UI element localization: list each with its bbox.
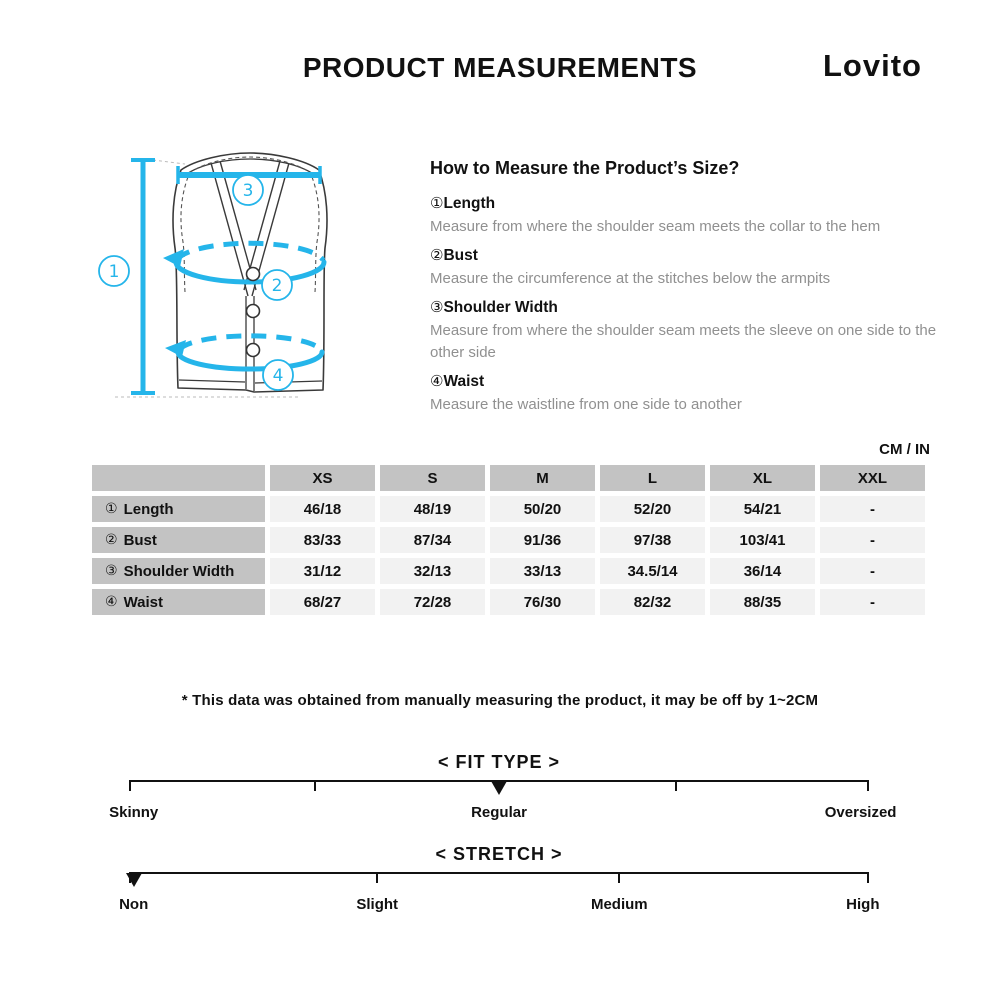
table-cell: 31/12 [270,558,375,584]
scale-tick [314,780,316,791]
table-cell: 97/38 [600,527,705,553]
circled-number-1: ① [430,194,444,212]
table-cell: - [820,558,925,584]
scale-line [130,872,868,874]
stretch-title: < STRETCH > [435,844,563,864]
table-cell: 32/13 [380,558,485,584]
howto-item-shoulder-width [430,295,945,320]
brand-logo: Lovito [823,48,922,83]
circled-number-1: ① [105,501,118,517]
header-cell-s: S [380,465,485,491]
size-table-section [92,441,932,615]
howto-desc-bust: Measure the circumference at the stitches below the armpits [430,270,831,287]
howto-desc-shoulder-width: Measure from where the shoulder seam meets the sleeve on one side to the other side [430,322,937,361]
howto-desc-length: Measure from where the shoulder seam meets the collar to the hem [430,218,881,235]
scale-label-non: Non [119,896,149,913]
row-label-text: Waist [123,593,164,611]
stretch-track [130,872,868,896]
marker-4-label: 4 [272,366,284,386]
table-cell: 46/18 [270,496,375,522]
table-cell: 88/35 [710,589,815,615]
howto-item-waist [430,369,945,394]
row-label-text: Shoulder Width [123,562,235,580]
howto-label: Length [443,195,496,212]
fit-type-title: < FIT TYPE > [437,752,561,772]
table-cell: 33/13 [490,558,595,584]
howto-item-bust [430,243,945,268]
table-cell: - [820,589,925,615]
fit-type-scale [109,752,897,822]
scale-label-medium: Medium [590,896,648,913]
howto-desc-waist: Measure the waistline from one side to another [430,396,742,413]
scale-label-slight: Slight [356,896,399,913]
table-cell: 54/21 [710,496,815,522]
vest-measurement-diagram [95,140,440,425]
marker-2-label: 2 [271,276,283,296]
scale-tick [867,872,869,883]
row-label-bust [92,527,265,553]
table-cell: 87/34 [380,527,485,553]
scale-tick [867,780,869,791]
header-cell-xs: XS [270,465,375,491]
circled-number-3: ③ [105,563,118,579]
row-label-shoulder-width [92,558,265,584]
circled-number-2: ② [430,246,444,264]
scale-label-oversized: Oversized [824,804,897,821]
scale-label-skinny: Skinny [109,804,159,821]
table-cell: 83/33 [270,527,375,553]
scale-label-high: High [846,896,880,913]
circled-number-2: ② [105,532,118,548]
table-cell: 52/20 [600,496,705,522]
scale-tick [675,780,677,791]
fit-type-labels [109,804,897,822]
header-cell-xl: XL [710,465,815,491]
table-cell: - [820,496,925,522]
howto-item-length [430,191,945,216]
how-to-measure-title: How to Measure the Product’s Size? [430,158,740,178]
unit-label: CM / IN [879,441,930,458]
stretch-labels [119,896,880,914]
page-title: PRODUCT MEASUREMENTS [302,52,698,83]
howto-label: Waist [443,373,485,390]
row-label-text: Length [123,500,174,518]
table-cell: 72/28 [380,589,485,615]
scale-tick [129,780,131,791]
row-label-waist [92,589,265,615]
ref-line-top [153,160,185,164]
measurement-disclaimer: * This data was obtained from manually measuring the product, it may be off by 1~2CM [181,692,819,709]
table-cell: - [820,527,925,553]
table-cell: 76/30 [490,589,595,615]
fit-type-track [130,780,868,804]
circled-number-3: ③ [430,298,444,316]
table-cell: 48/19 [380,496,485,522]
table-cell: 34.5/14 [600,558,705,584]
circled-number-4: ④ [105,594,118,610]
table-cell: 103/41 [710,527,815,553]
header-cell-m: M [490,465,595,491]
circled-number-4: ④ [430,372,444,390]
table-cell: 50/20 [490,496,595,522]
stretch-marker [126,873,142,887]
howto-label: Bust [443,247,478,264]
table-cell: 82/32 [600,589,705,615]
scale-tick [376,872,378,883]
marker-1-label: 1 [108,262,120,282]
howto-label: Shoulder Width [443,299,558,316]
row-label-text: Bust [123,531,157,549]
table-cell: 68/27 [270,589,375,615]
size-table [92,465,932,615]
scale-tick [618,872,620,883]
marker-3-label: 3 [242,181,254,201]
fit-type-marker [491,781,507,795]
table-cell: 36/14 [710,558,815,584]
row-label-length [92,496,265,522]
scale-label-regular: Regular [471,804,527,821]
stretch-scale [119,844,880,914]
header-cell-empty [92,465,265,491]
table-cell: 91/36 [490,527,595,553]
header-cell-xxl: XXL [820,465,925,491]
how-to-measure-section [430,158,945,416]
header-cell-l: L [600,465,705,491]
